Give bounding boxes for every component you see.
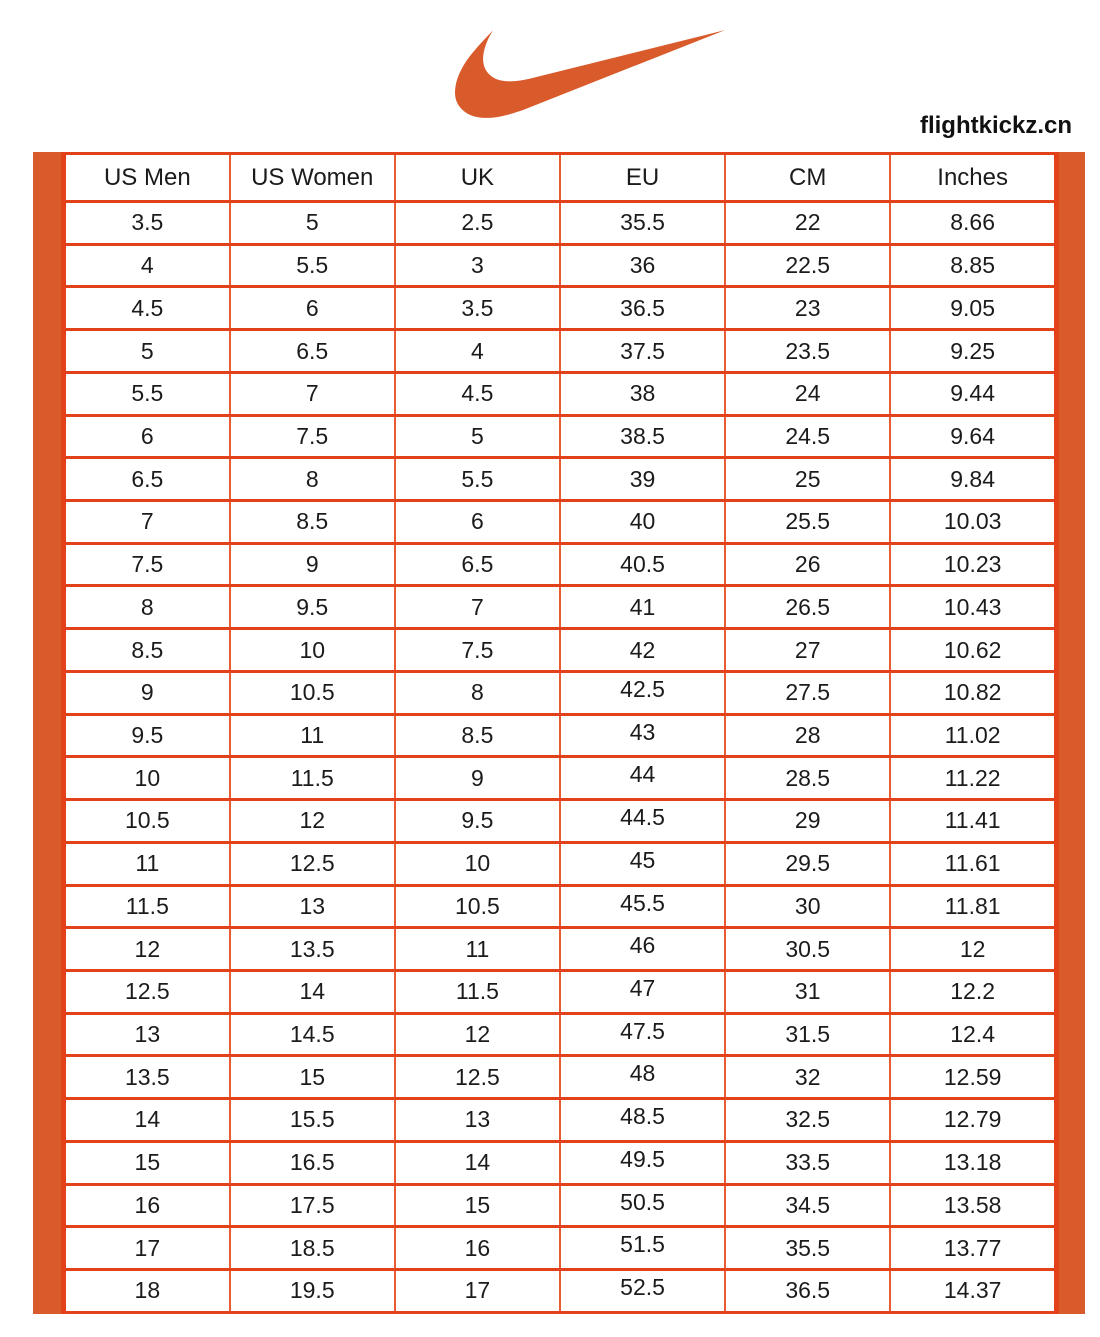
column-header: Inches xyxy=(890,154,1055,202)
table-cell: 14.37 xyxy=(890,1269,1055,1312)
table-cell: 9 xyxy=(65,671,230,714)
table-cell: 42.5 xyxy=(560,671,725,714)
table-cell: 52.5 xyxy=(560,1269,725,1312)
table-cell: 10 xyxy=(395,842,560,885)
table-cell: 26 xyxy=(725,543,890,586)
table-cell: 35.5 xyxy=(560,202,725,245)
table-cell: 41 xyxy=(560,586,725,629)
table-cell: 35.5 xyxy=(725,1227,890,1270)
table-cell: 46 xyxy=(560,928,725,971)
table-cell: 36.5 xyxy=(725,1269,890,1312)
table-cell: 6 xyxy=(395,501,560,544)
table-cell: 8 xyxy=(395,671,560,714)
table-cell: 16 xyxy=(65,1184,230,1227)
column-header: CM xyxy=(725,154,890,202)
table-cell: 18.5 xyxy=(230,1227,395,1270)
table-cell: 28 xyxy=(725,714,890,757)
table-cell: 12.4 xyxy=(890,1013,1055,1056)
table-cell: 10 xyxy=(230,629,395,672)
table-cell: 12 xyxy=(65,928,230,971)
table-cell: 19.5 xyxy=(230,1269,395,1312)
table-cell: 10.82 xyxy=(890,671,1055,714)
table-cell: 11.5 xyxy=(230,757,395,800)
table-cell: 13.5 xyxy=(230,928,395,971)
table-cell: 10.43 xyxy=(890,586,1055,629)
table-cell: 11.5 xyxy=(395,970,560,1013)
table-cell: 8.5 xyxy=(395,714,560,757)
table-cell: 6 xyxy=(65,415,230,458)
table-cell: 11.61 xyxy=(890,842,1055,885)
table-cell: 8 xyxy=(65,586,230,629)
table-cell: 9 xyxy=(230,543,395,586)
header-row xyxy=(65,154,1056,202)
table-cell: 9.84 xyxy=(890,458,1055,501)
table-cell: 26.5 xyxy=(725,586,890,629)
table-cell: 5 xyxy=(65,330,230,373)
table-cell: 15 xyxy=(395,1184,560,1227)
table-cell: 28.5 xyxy=(725,757,890,800)
table-row xyxy=(65,372,1056,415)
table-cell: 49.5 xyxy=(560,1141,725,1184)
table-cell: 7 xyxy=(230,372,395,415)
table-cell: 44.5 xyxy=(560,800,725,843)
table-cell: 24.5 xyxy=(725,415,890,458)
table-cell: 11.22 xyxy=(890,757,1055,800)
table-cell: 8 xyxy=(230,458,395,501)
table-cell: 4.5 xyxy=(65,287,230,330)
table-cell: 3.5 xyxy=(395,287,560,330)
table-body xyxy=(65,202,1056,1313)
table-cell: 14 xyxy=(395,1141,560,1184)
table-cell: 24 xyxy=(725,372,890,415)
size-chart xyxy=(33,152,1085,1314)
table-cell: 13.77 xyxy=(890,1227,1055,1270)
table-cell: 44 xyxy=(560,757,725,800)
table-cell: 14 xyxy=(65,1099,230,1142)
table-cell: 5.5 xyxy=(65,372,230,415)
table-cell: 37.5 xyxy=(560,330,725,373)
table-row xyxy=(65,1227,1056,1270)
table-cell: 12 xyxy=(230,800,395,843)
table-cell: 22 xyxy=(725,202,890,245)
table-cell: 7.5 xyxy=(65,543,230,586)
table-cell: 10.5 xyxy=(395,885,560,928)
table-cell: 10.5 xyxy=(230,671,395,714)
table-row xyxy=(65,671,1056,714)
table-cell: 8.5 xyxy=(65,629,230,672)
table-cell: 30 xyxy=(725,885,890,928)
table-cell: 25.5 xyxy=(725,501,890,544)
table-cell: 16.5 xyxy=(230,1141,395,1184)
table-cell: 18 xyxy=(65,1269,230,1312)
table-row xyxy=(65,458,1056,501)
table-cell: 9.44 xyxy=(890,372,1055,415)
table-cell: 31.5 xyxy=(725,1013,890,1056)
table-cell: 32 xyxy=(725,1056,890,1099)
table-cell: 14 xyxy=(230,970,395,1013)
table-row xyxy=(65,629,1056,672)
table-cell: 43 xyxy=(560,714,725,757)
table-cell: 8.5 xyxy=(230,501,395,544)
table-row xyxy=(65,202,1056,245)
column-header: US Men xyxy=(65,154,230,202)
table-cell: 33.5 xyxy=(725,1141,890,1184)
table-cell: 15 xyxy=(65,1141,230,1184)
table-cell: 27.5 xyxy=(725,671,890,714)
table-row xyxy=(65,970,1056,1013)
table-cell: 47 xyxy=(560,970,725,1013)
table-cell: 9.5 xyxy=(230,586,395,629)
table-cell: 45 xyxy=(560,842,725,885)
table-cell: 11 xyxy=(230,714,395,757)
table-cell: 8.66 xyxy=(890,202,1055,245)
table-cell: 42 xyxy=(560,629,725,672)
table-cell: 6.5 xyxy=(395,543,560,586)
table-row xyxy=(65,1013,1056,1056)
table-row xyxy=(65,586,1056,629)
table-cell: 11 xyxy=(65,842,230,885)
table-cell: 16 xyxy=(395,1227,560,1270)
table-row xyxy=(65,800,1056,843)
table-row xyxy=(65,244,1056,287)
table-row xyxy=(65,501,1056,544)
table-row xyxy=(65,757,1056,800)
table-cell: 29.5 xyxy=(725,842,890,885)
table-cell: 47.5 xyxy=(560,1013,725,1056)
table-cell: 4 xyxy=(65,244,230,287)
table-cell: 9.05 xyxy=(890,287,1055,330)
table-cell: 13.5 xyxy=(65,1056,230,1099)
table-cell: 9.5 xyxy=(395,800,560,843)
table-row xyxy=(65,287,1056,330)
table-cell: 11.5 xyxy=(65,885,230,928)
table-cell: 2.5 xyxy=(395,202,560,245)
table-cell: 10.5 xyxy=(65,800,230,843)
table-cell: 3.5 xyxy=(65,202,230,245)
table-cell: 23.5 xyxy=(725,330,890,373)
size-table xyxy=(63,152,1057,1314)
table-cell: 11.81 xyxy=(890,885,1055,928)
table-cell: 36 xyxy=(560,244,725,287)
table-row xyxy=(65,714,1056,757)
table-cell: 8.85 xyxy=(890,244,1055,287)
column-header: EU xyxy=(560,154,725,202)
table-cell: 12.5 xyxy=(65,970,230,1013)
table-cell: 27 xyxy=(725,629,890,672)
table-cell: 12.2 xyxy=(890,970,1055,1013)
table-cell: 48 xyxy=(560,1056,725,1099)
table-cell: 3 xyxy=(395,244,560,287)
table-row xyxy=(65,330,1056,373)
table-cell: 7 xyxy=(395,586,560,629)
table-cell: 25 xyxy=(725,458,890,501)
table-cell: 13 xyxy=(65,1013,230,1056)
table-cell: 13 xyxy=(395,1099,560,1142)
table-row xyxy=(65,543,1056,586)
table-cell: 6.5 xyxy=(230,330,395,373)
table-cell: 4 xyxy=(395,330,560,373)
table-cell: 5.5 xyxy=(230,244,395,287)
table-cell: 15 xyxy=(230,1056,395,1099)
table-cell: 12.5 xyxy=(230,842,395,885)
table-cell: 9.64 xyxy=(890,415,1055,458)
table-cell: 12.59 xyxy=(890,1056,1055,1099)
table-cell: 40.5 xyxy=(560,543,725,586)
table-cell: 50.5 xyxy=(560,1184,725,1227)
table-cell: 7.5 xyxy=(230,415,395,458)
table-cell: 17 xyxy=(65,1227,230,1270)
column-header: UK xyxy=(395,154,560,202)
table-cell: 15.5 xyxy=(230,1099,395,1142)
table-cell: 36.5 xyxy=(560,287,725,330)
table-row xyxy=(65,1141,1056,1184)
nike-swoosh-icon xyxy=(455,28,725,120)
table-row xyxy=(65,842,1056,885)
table-cell: 38 xyxy=(560,372,725,415)
table-cell: 10.62 xyxy=(890,629,1055,672)
table-cell: 22.5 xyxy=(725,244,890,287)
table-cell: 38.5 xyxy=(560,415,725,458)
table-cell: 9.25 xyxy=(890,330,1055,373)
table-cell: 9 xyxy=(395,757,560,800)
table-row xyxy=(65,1269,1056,1312)
table-row xyxy=(65,1099,1056,1142)
table-cell: 10.23 xyxy=(890,543,1055,586)
table-cell: 12.79 xyxy=(890,1099,1055,1142)
table-cell: 32.5 xyxy=(725,1099,890,1142)
table-cell: 30.5 xyxy=(725,928,890,971)
table-cell: 31 xyxy=(725,970,890,1013)
table-cell: 5.5 xyxy=(395,458,560,501)
size-table-wrap xyxy=(63,152,1057,1314)
table-row xyxy=(65,928,1056,971)
table-cell: 40 xyxy=(560,501,725,544)
table-cell: 45.5 xyxy=(560,885,725,928)
table-cell: 14.5 xyxy=(230,1013,395,1056)
table-cell: 5 xyxy=(230,202,395,245)
left-accent-strip xyxy=(33,152,63,1314)
table-cell: 48.5 xyxy=(560,1099,725,1142)
table-cell: 51.5 xyxy=(560,1227,725,1270)
site-name: flightkickz.cn xyxy=(919,112,1072,139)
table-cell: 11.41 xyxy=(890,800,1055,843)
table-cell: 39 xyxy=(560,458,725,501)
table-row xyxy=(65,415,1056,458)
table-cell: 13.18 xyxy=(890,1141,1055,1184)
table-cell: 4.5 xyxy=(395,372,560,415)
table-row xyxy=(65,1056,1056,1099)
table-cell: 17.5 xyxy=(230,1184,395,1227)
table-cell: 12 xyxy=(890,928,1055,971)
table-cell: 6 xyxy=(230,287,395,330)
table-cell: 11.02 xyxy=(890,714,1055,757)
table-cell: 10 xyxy=(65,757,230,800)
table-cell: 11 xyxy=(395,928,560,971)
table-cell: 23 xyxy=(725,287,890,330)
table-row xyxy=(65,1184,1056,1227)
table-cell: 7 xyxy=(65,501,230,544)
table-cell: 13.58 xyxy=(890,1184,1055,1227)
table-cell: 12.5 xyxy=(395,1056,560,1099)
table-cell: 10.03 xyxy=(890,501,1055,544)
nike-swoosh-logo xyxy=(455,28,725,120)
table-cell: 29 xyxy=(725,800,890,843)
right-accent-strip xyxy=(1057,152,1085,1314)
table-row xyxy=(65,885,1056,928)
table-cell: 9.5 xyxy=(65,714,230,757)
table-cell: 7.5 xyxy=(395,629,560,672)
table-cell: 6.5 xyxy=(65,458,230,501)
table-cell: 12 xyxy=(395,1013,560,1056)
table-cell: 5 xyxy=(395,415,560,458)
table-cell: 34.5 xyxy=(725,1184,890,1227)
table-cell: 13 xyxy=(230,885,395,928)
column-header: US Women xyxy=(230,154,395,202)
table-cell: 17 xyxy=(395,1269,560,1312)
